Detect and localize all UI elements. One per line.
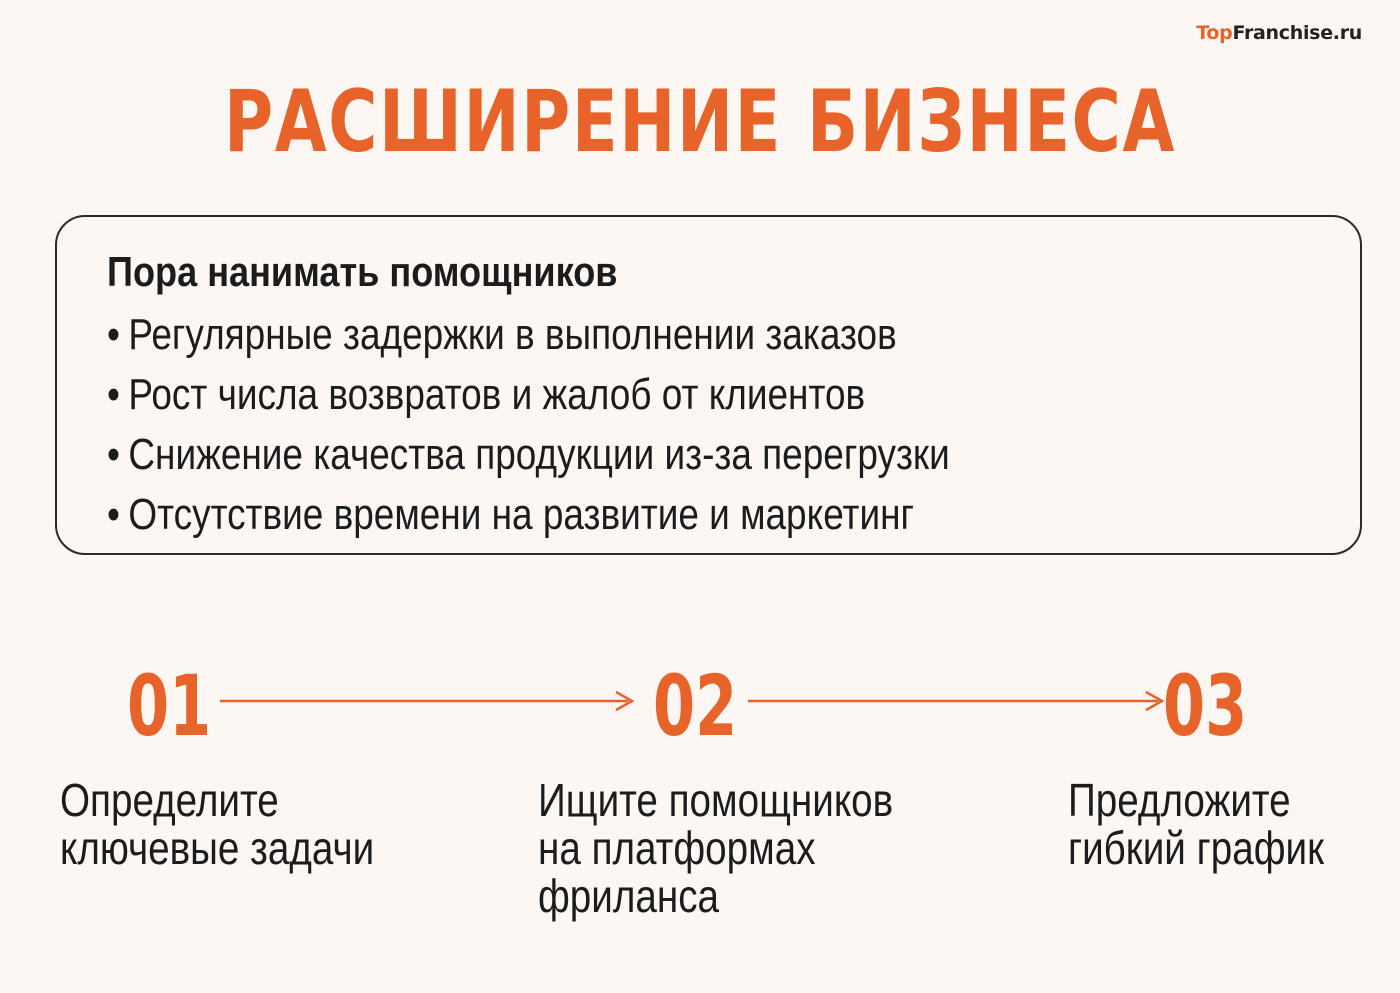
bullet-dot: • — [107, 370, 120, 419]
bullet-dot: • — [107, 310, 120, 359]
bullet-text: Рост числа возвратов и жалоб от клиентов — [128, 370, 866, 419]
step-3-text: Предложите гибкий график — [1068, 774, 1324, 874]
bullet-dot: • — [107, 430, 120, 479]
brand-logo-suffix: Franchise.ru — [1232, 22, 1362, 44]
arrow-1-icon — [220, 692, 632, 710]
step-1-number: 01 — [127, 657, 212, 755]
bullet-list — [107, 305, 1110, 545]
step-2-number: 02 — [653, 657, 738, 755]
card-heading: Пора нанимать помощников — [107, 248, 618, 295]
brand-logo — [1196, 22, 1362, 44]
bullet-text: Снижение качества продукции из-за перегрузки — [128, 430, 950, 479]
step-2-text: Ищите помощников на платформах фриланса — [538, 774, 894, 922]
brand-logo-prefix: Top — [1196, 22, 1233, 44]
bullet-text: Отсутствие времени на развитие и маркетинг — [128, 490, 915, 539]
page-title: РАСШИРЕНИЕ БИЗНЕСА — [224, 72, 1176, 172]
bullet-dot: • — [107, 490, 120, 539]
arrow-2-icon — [748, 692, 1162, 710]
bullet-text: Регулярные задержки в выполнении заказов — [128, 310, 897, 359]
bullet-item — [107, 365, 950, 425]
bullet-item — [107, 485, 950, 545]
bullet-item — [107, 425, 950, 485]
info-card — [55, 215, 1362, 555]
bullet-item — [107, 305, 950, 365]
step-1-text: Определите ключевые задачи — [60, 774, 375, 874]
step-3-number: 03 — [1163, 657, 1248, 755]
